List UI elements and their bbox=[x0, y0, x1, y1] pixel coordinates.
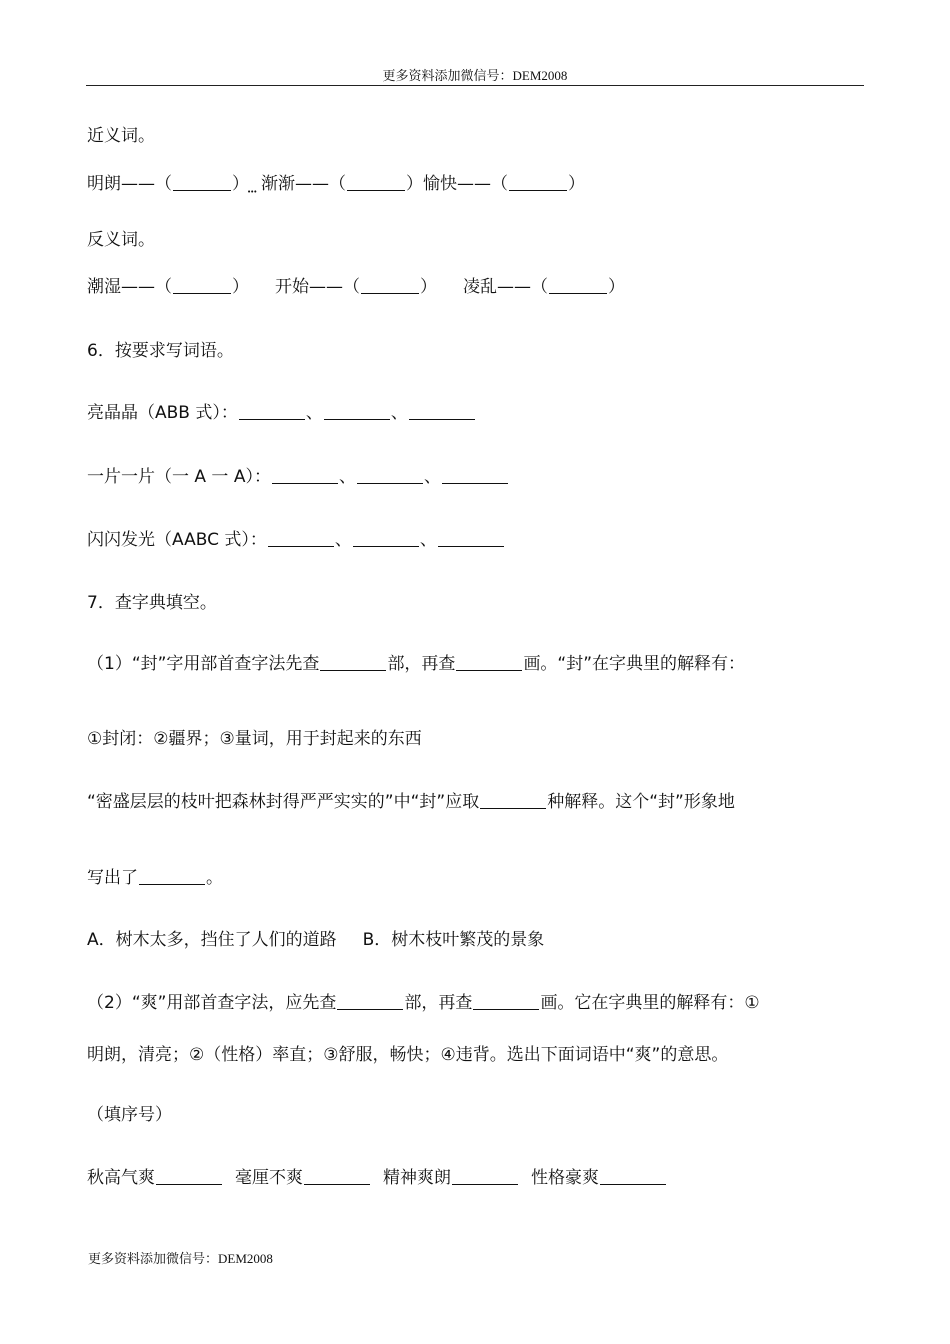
q7-title: 7．查字典填空。 bbox=[87, 593, 217, 613]
q7-text: （1）“封”字用部首查字法先查 bbox=[87, 654, 320, 674]
answer-blank[interactable] bbox=[438, 528, 504, 547]
separator: 、 bbox=[334, 530, 352, 550]
answer-blank[interactable] bbox=[173, 172, 231, 191]
q6-row-a bbox=[87, 401, 476, 425]
q7-sentence-line-2 bbox=[87, 866, 223, 890]
q7-text: “密盛层层的枝叶把森林封得严严实实的”中“封”应取 bbox=[87, 792, 480, 812]
antonyms-row bbox=[87, 275, 625, 299]
answer-blank[interactable] bbox=[549, 275, 607, 294]
answer-blank[interactable] bbox=[409, 401, 475, 420]
q7-text: 部，再查 bbox=[387, 654, 456, 674]
q7-part1-line1 bbox=[87, 652, 745, 676]
q6-prompt-c: 闪闪发光（AABC 式）： bbox=[87, 530, 267, 550]
antonym-word-2: 开始——（ bbox=[275, 277, 360, 297]
answer-blank[interactable] bbox=[268, 528, 334, 547]
answer-blank[interactable] bbox=[480, 790, 546, 809]
option-a: A．树木太多，挡住了人们的道路 bbox=[87, 930, 337, 950]
q6-prompt-a: 亮晶晶（ABB 式）： bbox=[87, 403, 238, 423]
answer-blank[interactable] bbox=[347, 172, 405, 191]
option-b: B．树木枝叶繁茂的景象 bbox=[362, 930, 545, 950]
answer-blank[interactable] bbox=[442, 465, 508, 484]
q6-title: 6．按要求写词语。 bbox=[87, 341, 234, 361]
page-header: 更多资料添加微信号：DEM2008 bbox=[86, 66, 864, 86]
q7-text: 画。它在字典里的解释有：① bbox=[540, 993, 760, 1013]
answer-blank[interactable] bbox=[173, 275, 231, 294]
q7-sentence-line bbox=[87, 790, 735, 814]
q6-row-b bbox=[87, 465, 509, 489]
separator: 、 bbox=[419, 530, 437, 550]
q6-prompt-b: 一片一片（一 A 一 A）： bbox=[87, 467, 271, 487]
synonyms-title: 近义词。 bbox=[87, 126, 155, 146]
q7-text: 写出了 bbox=[87, 868, 138, 888]
answer-blank[interactable] bbox=[139, 866, 205, 885]
answer-blank[interactable] bbox=[272, 465, 338, 484]
q7-words-row bbox=[87, 1166, 667, 1190]
q7-text: 画。“封”在字典里的解释有： bbox=[523, 654, 746, 674]
answer-blank[interactable] bbox=[357, 465, 423, 484]
word-1: 秋高气爽 bbox=[87, 1168, 155, 1188]
synonym-word-3: 愉快——（ bbox=[423, 174, 508, 194]
answer-blank[interactable] bbox=[156, 1166, 222, 1185]
answer-blank[interactable] bbox=[353, 528, 419, 547]
separator: 、 bbox=[390, 403, 408, 423]
answer-blank[interactable] bbox=[456, 652, 522, 671]
answer-blank[interactable] bbox=[509, 172, 567, 191]
word-2: 毫厘不爽 bbox=[235, 1168, 303, 1188]
q7-definitions-1: ①封闭：②疆界；③量词，用于封起来的东西 bbox=[87, 729, 422, 749]
close-paren: ） bbox=[232, 174, 249, 194]
separator: 、 bbox=[338, 467, 356, 487]
answer-blank[interactable] bbox=[452, 1166, 518, 1185]
word-4: 性格豪爽 bbox=[531, 1168, 599, 1188]
page-footer: 更多资料添加微信号：DEM2008 bbox=[88, 1251, 273, 1266]
q7-instruction: （填序号） bbox=[87, 1105, 172, 1125]
separator: 、 bbox=[305, 403, 323, 423]
antonym-word-3: 凌乱——（ bbox=[463, 277, 548, 297]
q7-text: 。 bbox=[206, 868, 223, 888]
antonyms-title: 反义词。 bbox=[87, 230, 155, 250]
synonym-word-2: 渐渐——（ ••• bbox=[261, 174, 346, 194]
antonym-word-1: 潮湿——（ bbox=[87, 277, 172, 297]
answer-blank[interactable] bbox=[320, 652, 386, 671]
q7-text: （2）“爽”用部首查字法，应先查 bbox=[87, 993, 337, 1013]
synonym-word-1: 明朗——（ bbox=[87, 174, 172, 194]
close-paren: ） bbox=[406, 174, 423, 194]
answer-blank[interactable] bbox=[239, 401, 305, 420]
answer-blank[interactable] bbox=[324, 401, 390, 420]
q7-definitions-2: 明朗，清亮；②（性格）率直；③舒服，畅快；④违背。选出下面词语中“爽”的意思。 bbox=[87, 1045, 729, 1065]
synonyms-row bbox=[87, 172, 585, 196]
answer-blank[interactable] bbox=[304, 1166, 370, 1185]
close-paren: ） bbox=[608, 277, 625, 297]
answer-blank[interactable] bbox=[361, 275, 419, 294]
separator: 、 bbox=[423, 467, 441, 487]
q7-text: 种解释。这个“封”形象地 bbox=[547, 792, 735, 812]
answer-blank[interactable] bbox=[473, 991, 539, 1010]
q7-options bbox=[87, 928, 544, 952]
answer-blank[interactable] bbox=[600, 1166, 666, 1185]
word-3: 精神爽朗 bbox=[383, 1168, 451, 1188]
q7-text: 部，再查 bbox=[404, 993, 473, 1013]
close-paren: ） bbox=[232, 277, 249, 297]
q6-row-c bbox=[87, 528, 505, 552]
close-paren: ） bbox=[568, 174, 585, 194]
close-paren: ） bbox=[420, 277, 437, 297]
q7-part2-line1 bbox=[87, 991, 760, 1015]
answer-blank[interactable] bbox=[337, 991, 403, 1010]
